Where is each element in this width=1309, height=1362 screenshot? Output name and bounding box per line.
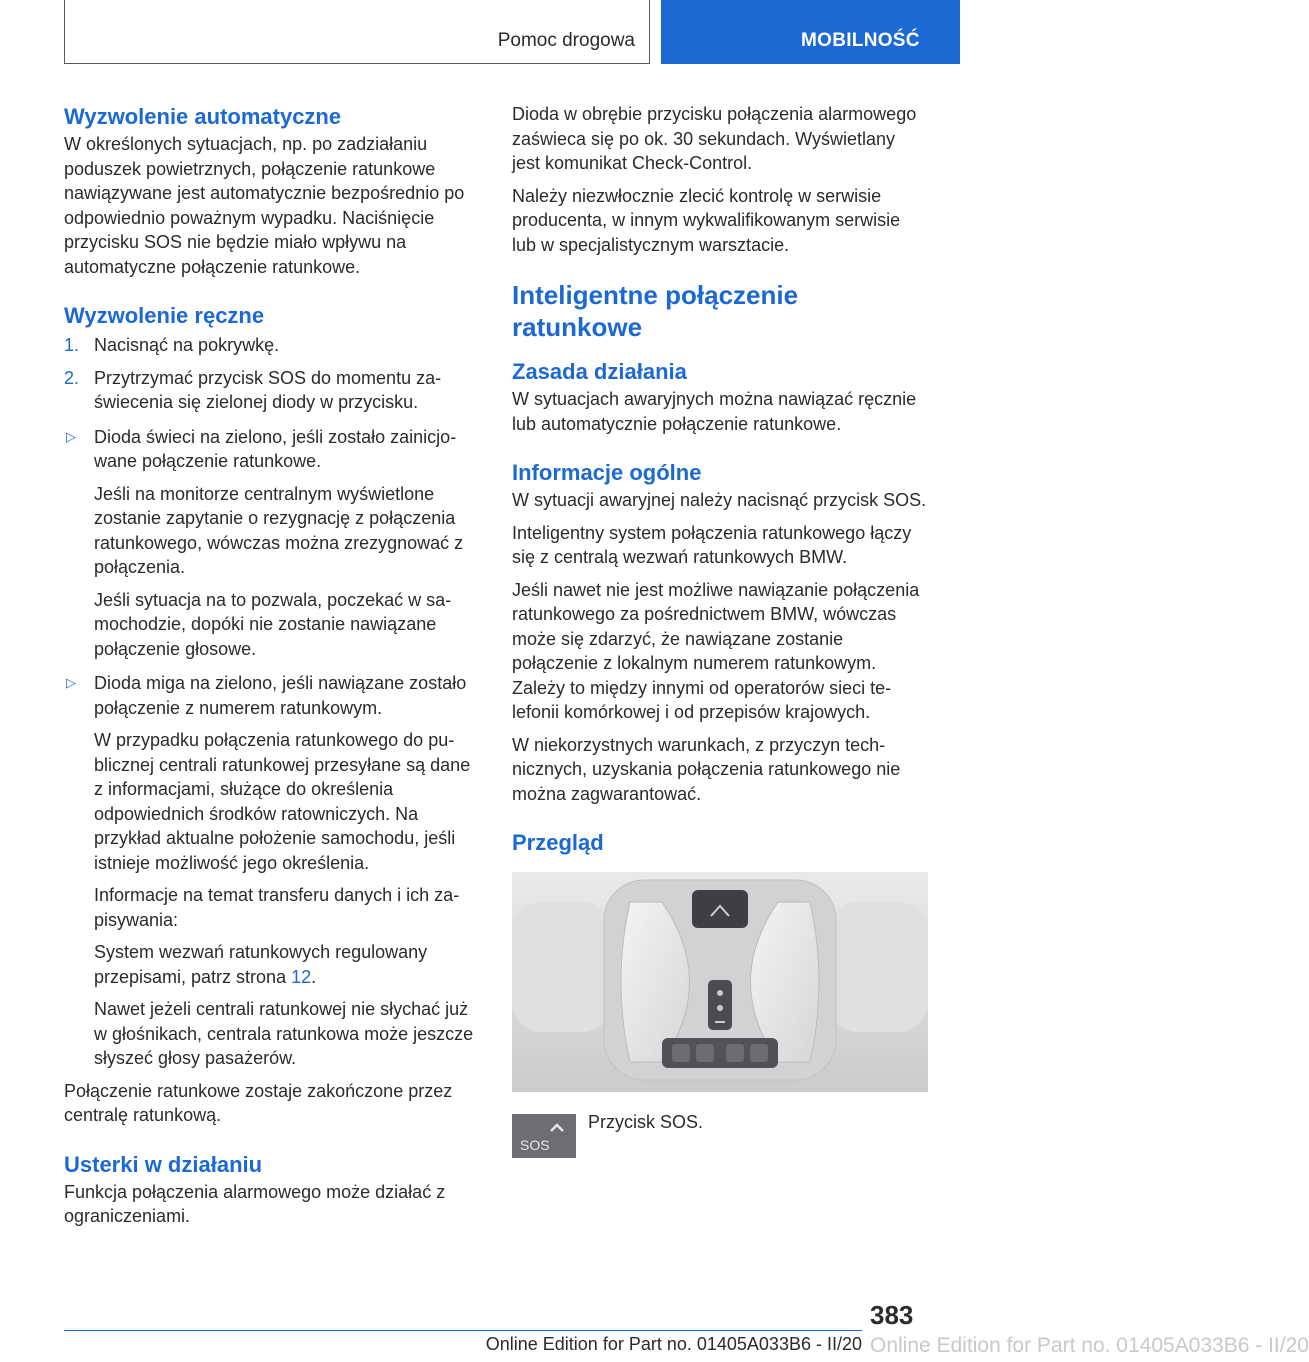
outcome-text: Dioda miga na zielono, jeśli nawiązane zostało połączenie z numerem ratunkowym. [94, 673, 467, 718]
service-text: Należy niezwłocznie zlecić kontrolę w serwisie producenta, w innym wykwalifikowanym serwisie lub w specjalistycznym warsztacie. [512, 185, 901, 255]
end-call-text: Połączenie ratunkowe zostaje zakończone przez centralę ratunkową. [64, 1080, 453, 1125]
cross-reference-text: System wezwań ratunkowych regulowany przepisami, patrz strona [94, 942, 428, 987]
outcome-note: W przypadku połączenia ratunkowego do publicznej centrali ratunkowej przesyłane są dane z informacjami, służące do określenia odpowiednich środków ratowniczych. Na przykład aktualne położenie samochodu, jeśli istnieje możliwość jego określenia. [94, 730, 471, 873]
general-text: Jeśli nawet nie jest możliwe nawiązanie połączenia ratunkowego za pośrednictwem BMW, wówczas może się zdarzyć, że nawiązane zostanie połączenie z lokalnym numerem ratunkowym. Zależy to między innymi od operatorów sieci telefonii komórkowej i od przepisów krajowych. [512, 579, 920, 722]
outcome-note: Jeśli na monitorze centralnym wyświetlone zostanie zapytanie o rezygnację z połączenia ratunkowego, wówczas można zrezygnować z połączenia. [94, 483, 464, 577]
result-arrow-icon: ▷ [66, 675, 76, 690]
sos-icon-label: SOS [520, 1137, 550, 1153]
outcome-led-steady [64, 425, 480, 662]
outcome-led-flashing [64, 671, 480, 1071]
right-column [512, 102, 928, 1174]
page-number: 383 [870, 1300, 914, 1330]
outcome-note: Informacje na temat transferu danych i ich zapisywania: [94, 885, 460, 930]
general-text: W niekorzystnych warunkach, z przyczyn technicznych, uzyskania połączenia ratunkowego nie można zagwarantować. [512, 734, 901, 804]
outcome-note: Nawet jeżeli centrali ratunkowej nie słychać już w głośnikach, centrala ratunkowa może jeszcze słyszeć głosy pasażerów. [94, 999, 474, 1068]
general-text: W sytuacji awaryjnej należy nacisnąć przycisk SOS. [512, 490, 927, 510]
step-2 [64, 366, 480, 415]
heading-overview: Przegląd [512, 830, 604, 855]
heading-principle: Zasada działania [512, 359, 687, 384]
cross-reference [94, 940, 480, 989]
step-text: Przytrzymać przycisk SOS do momentu zaświecenia się zielonej diody w przycisku. [94, 367, 442, 412]
auto-trigger-text: W określonych sytuacjach, np. po zadziałaniu poduszek powietrznych, połączenie ratunkowe nawiązywane jest automatycznie bezpośrednio po odpowiednio poważnym wypadku. Naciśnięcie przycisku SOS nie będzie miało wpływu na automatyczne połączenie ratunkowe. [64, 134, 465, 277]
heading-malfunction: Usterki w działaniu [64, 1151, 263, 1177]
step-text: Nacisnąć na pokrywkę. [94, 335, 280, 355]
step-number: 2. [64, 367, 80, 388]
header-section-box [64, 0, 650, 64]
sos-cover [692, 890, 748, 928]
cross-reference-suffix: . [311, 966, 317, 987]
result-arrow-icon: ▷ [66, 428, 76, 444]
left-column [64, 102, 480, 1229]
step-number: 1. [64, 335, 80, 355]
footer-edition: Online Edition for Part no. 01405A033B6 - II/20 [485, 1334, 862, 1354]
outcome-text: Dioda świeci na zielono, jeśli zostało zainicjowane połączenie ratunkowe. [94, 426, 457, 471]
heading-general-info: Informacje ogólne [512, 460, 702, 485]
header-chapter-label: MOBILNOŚĆ [801, 30, 920, 51]
header-chapter-tab[interactable] [661, 0, 960, 64]
heading-manual-trigger: Wyzwolenie ręczne [64, 303, 265, 328]
legend-sos-button: Przycisk SOS. [588, 1112, 704, 1132]
led-info-text: Dioda w obrębie przycisku połączenia alarmowego zaświeca się po ok. 30 sekundach. Wyświetlany jest komunikat Check-Control. [512, 104, 917, 173]
malfunction-text: Funkcja połączenia alarmowego może działać z ograniczeniami. [64, 1181, 446, 1226]
header-section-title: Pomoc drogowa [497, 30, 635, 51]
footer-rule [64, 1330, 862, 1331]
principle-text: W sytuacjach awaryjnych można nawiązać ręcznie lub automatycznie połączenie ratunkowe. [512, 389, 917, 434]
overhead-console-illustration [512, 872, 928, 1092]
heading-auto-trigger: Wyzwolenie automatyczne [64, 104, 342, 129]
outcome-note: Jeśli sytuacja na to pozwala, poczekać w samochodzie, dopóki nie zostanie nawiązane połączenie głosowe. [94, 589, 452, 659]
general-text: Inteligentny system połączenia ratunkowego łączy się z centralą wezwań ratunkowych BMW. [512, 522, 912, 567]
heading-intelligent-emergency-call: Inteligentne połączenie ratunkowe [512, 280, 799, 342]
step-1 [64, 333, 480, 358]
legend-row [512, 1110, 928, 1174]
watermark: Online Edition for Part no. 01405A033B6 - II/20 [870, 1334, 1309, 1357]
page-link[interactable]: 12 [291, 966, 312, 987]
sos-button-icon [512, 1114, 576, 1158]
